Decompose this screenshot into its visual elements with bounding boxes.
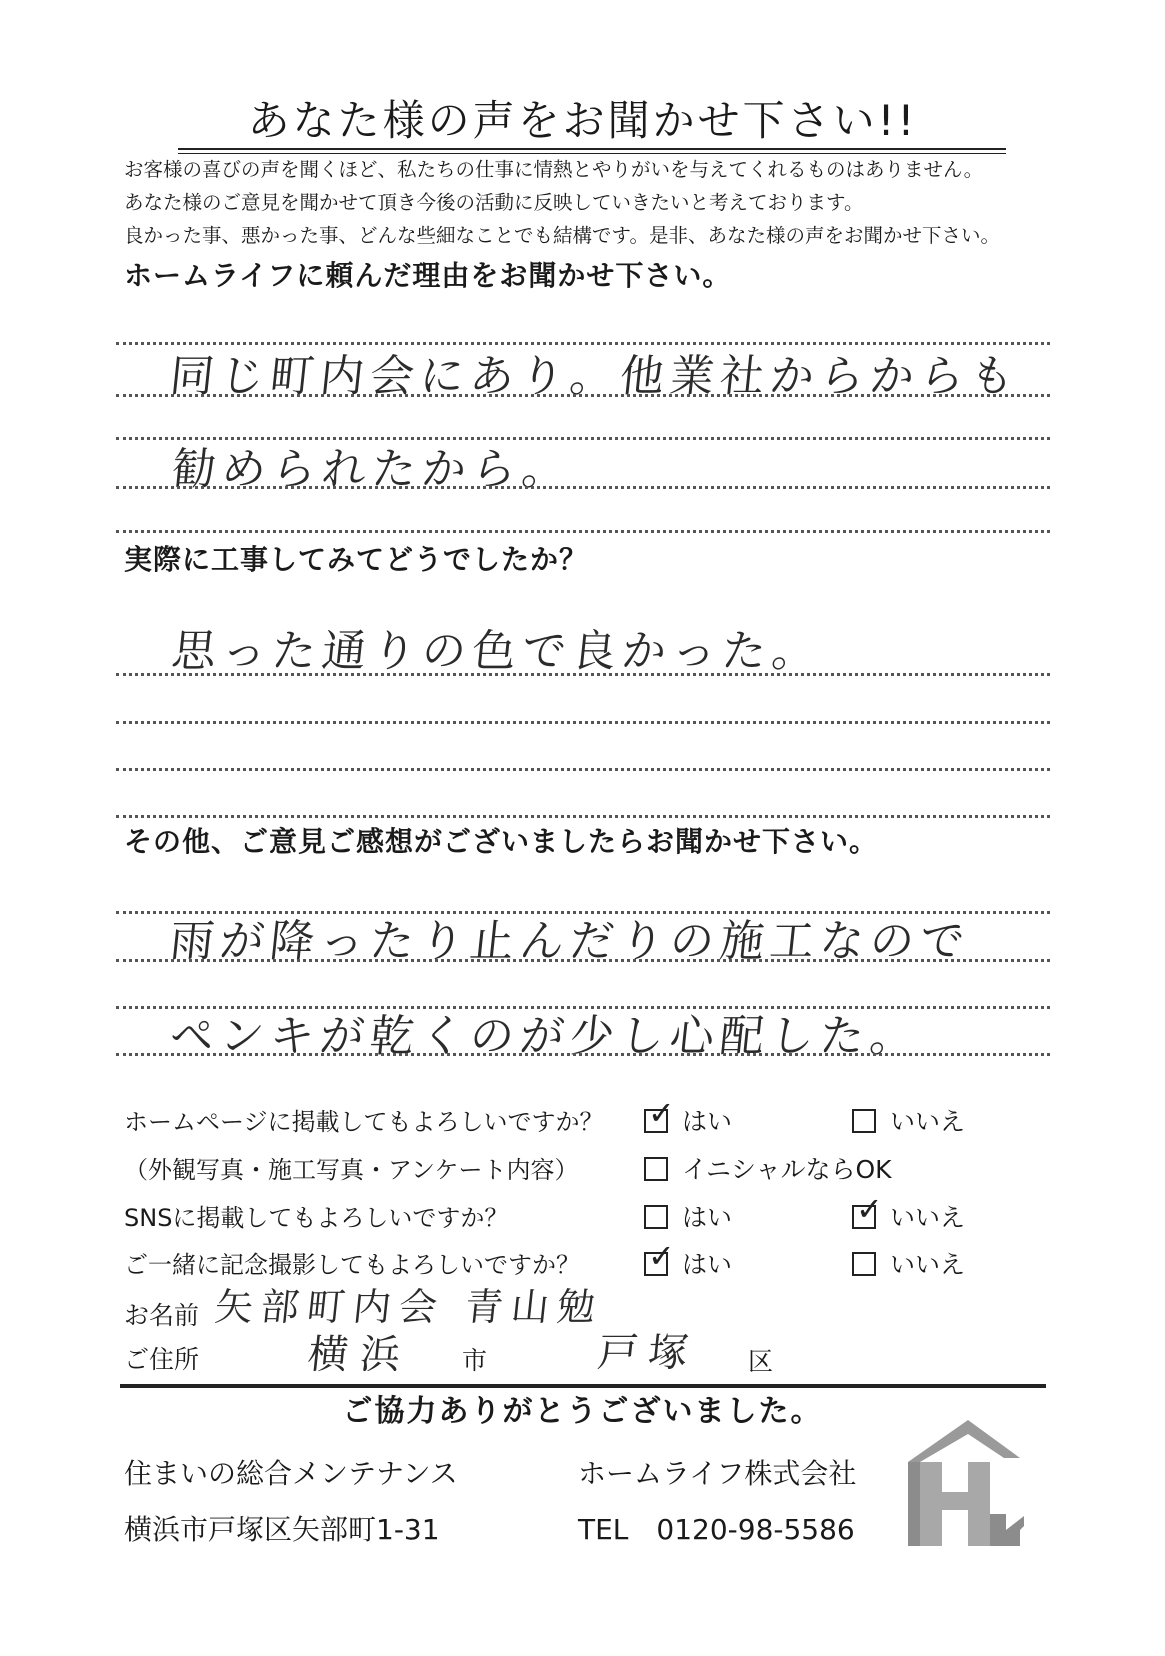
question-reason: ホームライフに頼んだ理由をお聞かせ下さい。	[124, 259, 732, 292]
checkbox[interactable]	[644, 1157, 668, 1181]
consent-photo-question: ご一緒に記念撮影してもよろしいですか？	[124, 1251, 580, 1279]
question-comments: その他、ご意見ご感想がございましたらお聞かせ下さい。	[124, 825, 879, 858]
answer-comments-line-1: 雨が降ったり止んだりの施工なので	[167, 916, 973, 967]
question-experience: 実際に工事してみてどうでしたか？	[124, 543, 589, 576]
answer-experience-line-1: 思った通りの色で良かった。	[169, 626, 825, 677]
footer-divider	[120, 1384, 1046, 1388]
address-city-value[interactable]: 横浜	[305, 1332, 415, 1378]
answer-line	[116, 1053, 1050, 1056]
consent-homepage-no[interactable]: いいえ	[852, 1105, 965, 1139]
house-hl-logo-icon	[896, 1418, 1026, 1548]
footer-tagline: 住まいの総合メンテナンス	[124, 1457, 458, 1490]
name-value[interactable]: 矢部町内会 青山勉	[212, 1285, 606, 1329]
address-city-suffix: 市	[462, 1346, 488, 1375]
consent-photo-yes[interactable]: ✓ はい	[644, 1248, 732, 1282]
title-underline	[178, 148, 1006, 150]
intro-line-3: 良かった事、悪かった事、どんな些細なことでも結構です。是非、あなた様の声をお聞かせ下さい。	[124, 224, 1000, 247]
checkbox[interactable]	[644, 1237, 675, 1276]
check-mark-icon: ✓	[648, 1094, 675, 1132]
address-label: ご住所	[124, 1345, 200, 1374]
thanks-message: ご協力ありがとうございました。	[342, 1394, 823, 1429]
name-label: お名前	[124, 1301, 200, 1330]
consent-sns-yes[interactable]: はい	[644, 1201, 732, 1235]
checkbox[interactable]	[852, 1252, 876, 1276]
answer-line	[116, 673, 1050, 676]
address-ward-suffix: 区	[748, 1347, 774, 1376]
answer-line	[116, 721, 1050, 724]
answer-reason-line-2: 勧められたから。	[169, 444, 575, 495]
checkbox[interactable]	[644, 1094, 675, 1133]
checkbox[interactable]	[852, 1190, 883, 1229]
checkbox[interactable]	[852, 1109, 876, 1133]
intro-line-1: お客様の喜びの声を聞くほど、私たちの仕事に情熱とやりがいを与えてくれるものはありません。	[124, 158, 984, 181]
consent-sns-question: SNSに掲載してもよろしいですか？	[124, 1204, 509, 1232]
title-underline-thin	[178, 153, 1006, 154]
check-mark-icon: ✓	[648, 1237, 675, 1275]
consent-scope-question: （外観写真・施工写真・アンケート内容）	[124, 1156, 579, 1184]
answer-reason-line-1: 同じ町内会にあり。他業社からからも	[167, 351, 1023, 402]
answer-line	[116, 437, 1050, 440]
footer-company: ホームライフ株式会社	[578, 1457, 857, 1490]
footer-address: 横浜市戸塚区矢部町1-31	[124, 1513, 440, 1546]
answer-line	[116, 959, 1050, 962]
answer-line	[116, 911, 1050, 914]
intro-line-2: あなた様のご意見を聞かせて頂き今後の活動に反映していきたいと考えております。	[124, 191, 864, 214]
answer-line	[116, 815, 1050, 818]
answer-comments-line-2: ペンキが乾くのが少し心配した。	[167, 1011, 923, 1062]
answer-line	[116, 530, 1050, 533]
answer-line	[116, 394, 1050, 397]
footer-tel: TEL 0120-98-5586	[578, 1513, 855, 1546]
page-title: あなた様の声をお聞かせ下さい!!	[247, 96, 918, 145]
answer-line	[116, 768, 1050, 771]
answer-line	[116, 1006, 1050, 1009]
answer-line	[116, 342, 1050, 345]
address-ward-value[interactable]: 戸塚	[595, 1330, 701, 1376]
consent-homepage-question: ホームページに掲載してもよろしいですか？	[124, 1108, 604, 1136]
answer-line	[116, 486, 1050, 489]
consent-initial-only[interactable]: イニシャルならOK	[644, 1153, 892, 1187]
checkbox[interactable]	[644, 1205, 668, 1229]
consent-photo-no[interactable]: いいえ	[852, 1248, 965, 1282]
consent-sns-no[interactable]: ✓ いいえ	[852, 1201, 965, 1235]
consent-homepage-yes[interactable]: ✓ はい	[644, 1105, 732, 1139]
check-mark-icon: ✓	[856, 1190, 883, 1228]
